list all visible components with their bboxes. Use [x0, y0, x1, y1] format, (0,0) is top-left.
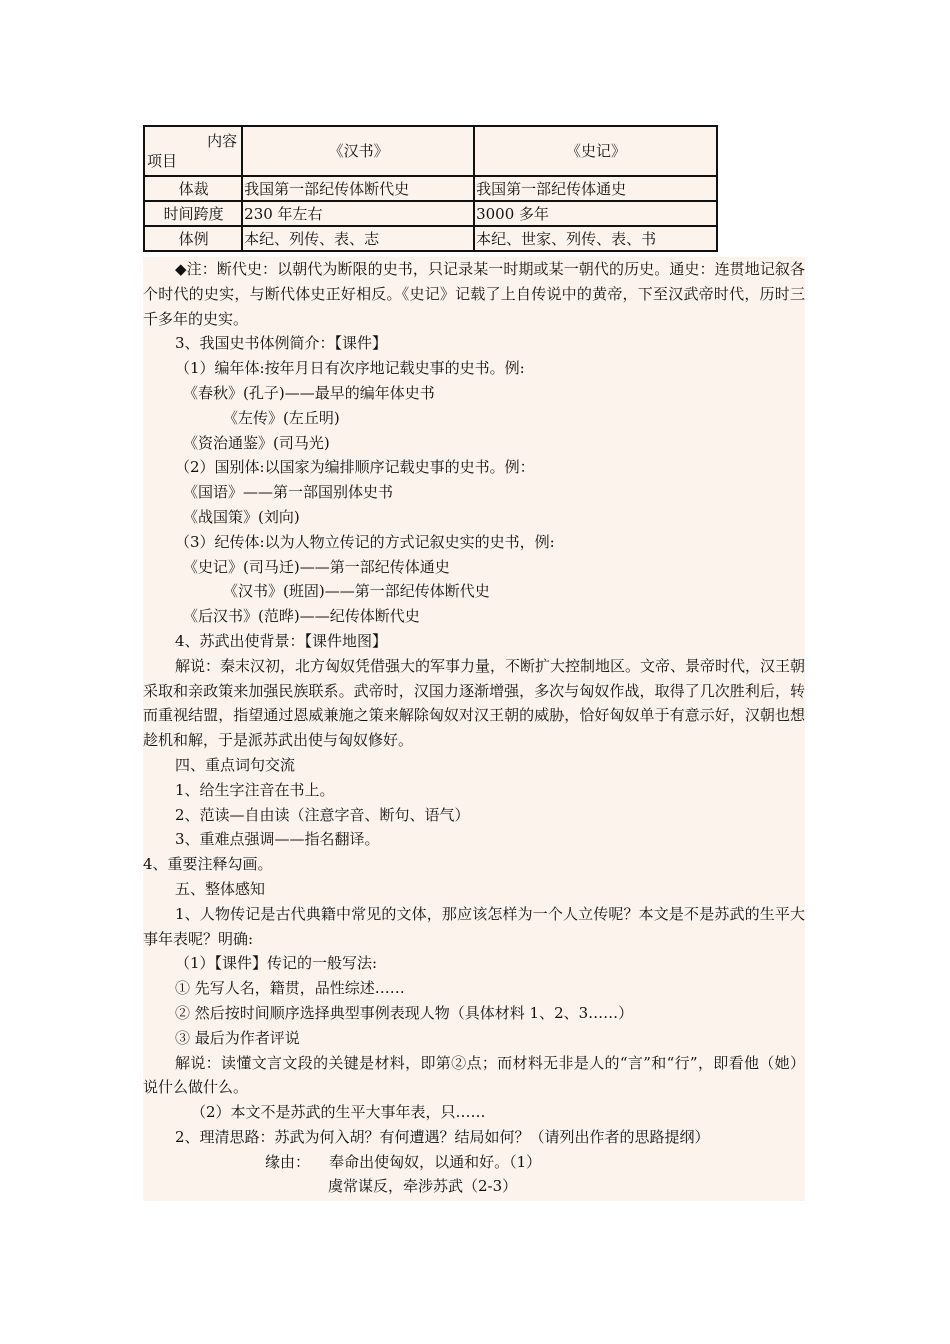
section-heading: 四、重点词句交流: [175, 755, 296, 774]
text-line: （2）本文不是苏武的生平大事年表，只……: [191, 1103, 486, 1122]
text-line: 4、重要注释勾画。: [143, 855, 273, 874]
section-heading: 4、苏武出使背景：【课件地图】: [175, 631, 388, 650]
text-line: （1）编年体:按年月日有次序地记载史事的史书。例:: [175, 359, 525, 378]
text-paragraph: 1、人物传记是古代典籍中常见的文体，那应该怎样为一个人立传呢？本文是不是苏武的生平大事年表呢？明确:: [143, 904, 805, 948]
list-item: ① 先写人名，籍贯，品性综述……: [175, 979, 405, 998]
table-cell: 我国第一部纪传体断代史: [242, 176, 474, 201]
body-text: [143, 257, 805, 1201]
text-line: 《史记》(司马迁)——第一部纪传体通史: [183, 557, 450, 576]
table-header-row: [144, 126, 717, 176]
row-label: 体例: [144, 226, 242, 251]
outline-line: 缘由： 奉命出使匈奴，以通和好。（1）: [265, 1152, 542, 1171]
text-line: （1）【课件】传记的一般写法:: [175, 954, 378, 973]
section-heading: 3、我国史书体例简介：【课件】: [175, 334, 388, 353]
text-line: 《左传》(左丘明): [223, 408, 340, 427]
header-shiji: 《史记》: [474, 126, 717, 176]
row-label: 时间跨度: [144, 201, 242, 226]
table-cell: 3000 多年: [474, 201, 717, 226]
table-cell: 我国第一部纪传体通史: [474, 176, 717, 201]
text-line: 2、理清思路：苏武为何入胡？有何遭遇？结局如何？（请列出作者的思路提纲）: [175, 1127, 710, 1146]
table-cell: 本纪、世家、列传、表、书: [474, 226, 717, 251]
row-label: 体裁: [144, 176, 242, 201]
text-line: 《春秋》(孔子)——最早的编年体史书: [183, 383, 435, 402]
text-line: 2、范读—自由读（注意字音、断句、语气）: [175, 805, 470, 824]
text-line: 3、重难点强调——指名翻译。: [175, 830, 380, 849]
explanation-paragraph: 解说：读懂文言文段的关键是材料，即第②点；而材料无非是人的“言”和“行”，即看他（她）说什么做什么。: [143, 1053, 805, 1097]
text-line: （2）国别体:以国家为编排顺序记载史事的史书。例：: [175, 458, 535, 477]
text-line: 1、给生字注音在书上。: [175, 780, 335, 799]
table-row: [144, 201, 717, 226]
explanation-paragraph: 解说：秦末汉初，北方匈奴凭借强大的军事力量，不断扩大控制地区。文帝、景帝时代，汉王朝采取和亲政策来加强民族联系。武帝时，汉国力逐渐增强，多次与匈奴作战，取得了几次胜利后，转而重视结盟，指望通过恩威兼施之策来解除匈奴对汉王朝的威胁，恰好匈奴单于有意示好，汉朝也想趁机和解，于是派苏武出使与匈奴修好。: [143, 656, 806, 750]
outline-line: 虞常谋反，牵涉苏武（2-3）: [328, 1177, 518, 1196]
table-row: [144, 176, 717, 201]
text-line: 《国语》——第一部国别体史书: [183, 483, 394, 502]
corner-label-item: 项目: [147, 152, 178, 170]
table-cell: 230 年左右: [242, 201, 474, 226]
text-line: 《资治通鉴》(司马光): [183, 433, 330, 452]
note-paragraph: ◆注：断代史：以朝代为断限的史书，只记录某一时期或某一朝代的历史。通史：连贯地记叙各个时代的史实，与断代体史正好相反。《史记》记载了上自传说中的黄帝，下至汉武帝时代，历时三千多年的史实。: [143, 260, 805, 328]
text-line: 《汉书》(班固)——第一部纪传体断代史: [223, 582, 490, 601]
table-cell: 本纪、列传、表、志: [242, 226, 474, 251]
list-item: ③ 最后为作者评说: [175, 1028, 300, 1047]
corner-label-content: 内容: [207, 132, 238, 150]
text-line: （3）纪传体:以为人物立传记的方式记叙史实的史书，例:: [175, 532, 555, 551]
list-item: ② 然后按时间顺序选择典型事例表现人物（具体材料 1、2、3……）: [175, 1003, 634, 1022]
header-hanshu: 《汉书》: [242, 126, 474, 176]
comparison-table: [143, 125, 718, 252]
section-heading: 五、整体感知: [175, 879, 266, 898]
table-row: [144, 226, 717, 251]
table-corner-cell: [144, 126, 242, 176]
text-line: 《战国策》(刘向): [183, 507, 300, 526]
text-line: 《后汉书》(范晔)——纪传体断代史: [183, 607, 420, 626]
